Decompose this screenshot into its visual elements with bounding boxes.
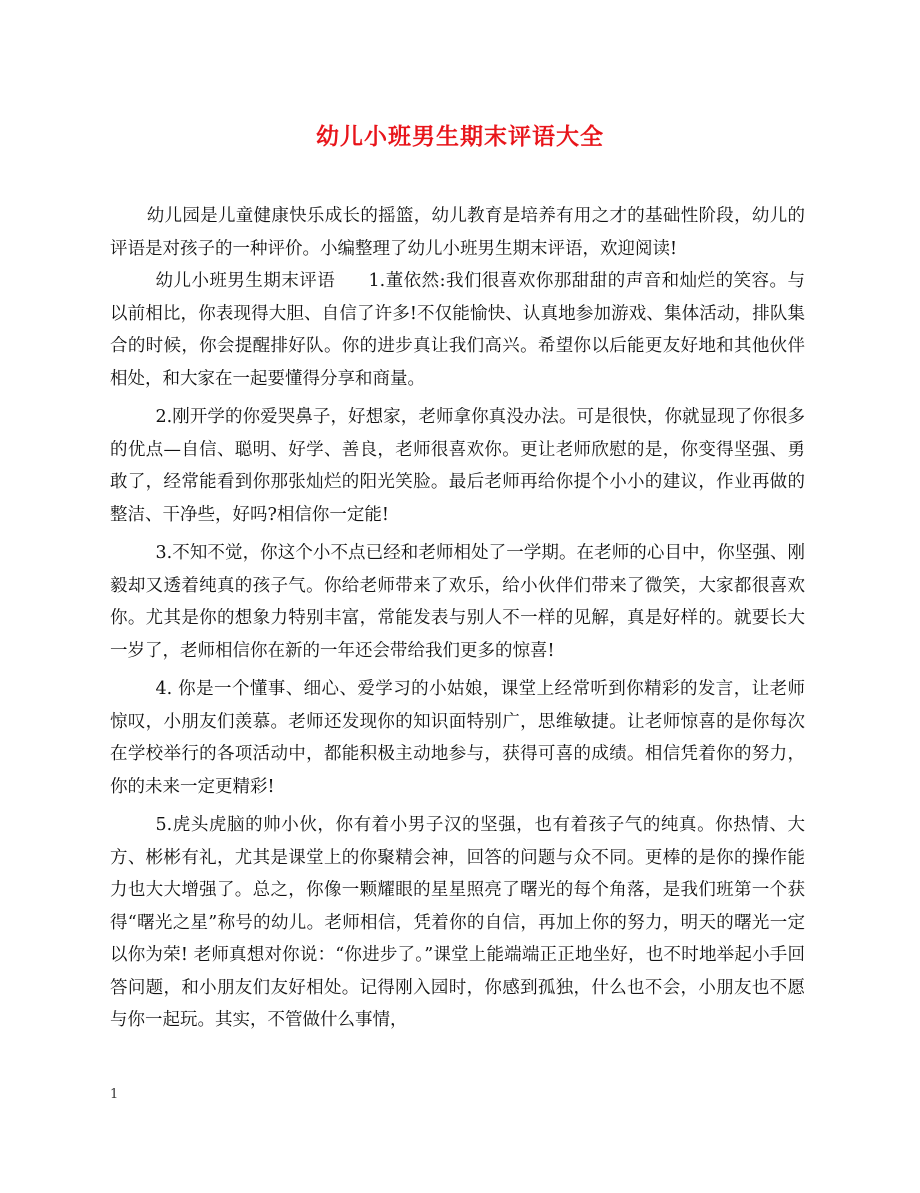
intro-paragraph: 幼儿园是儿童健康快乐成长的摇篮，幼儿教育是培养有用之才的基础性阶段，幼儿的评语是对孩子的一种评价。小编整理了幼儿小班男生期末评语，欢迎阅读! <box>110 206 805 259</box>
document-body <box>110 200 805 1037</box>
page-title: 幼儿小班男生期末评语大全 <box>316 123 604 150</box>
section-label: 幼儿小班男生期末评语 <box>155 271 336 291</box>
comment-2-paragraph: 2.刚开学的你爱哭鼻子，好想家，老师拿你真没办法。可是很快，你就显现了你很多的优点—自信、聪明、好学、善良，老师很喜欢你。更让老师欣慰的是，你变得坚强、勇敢了，经常能看到你那张灿烂的阳光笑脸。最后老师再给你提个小小的建议，作业再做的整洁、干净些，好吗?相信你一定能! <box>110 407 805 525</box>
comment-1-text: 1.董依然:我们很喜欢你那甜甜的声音和灿烂的笑容。与以前相比，你表现得大胆、自信了许多!不仅能愉快、认真地参加游戏、集体活动，排队集合的时候，你会提醒排好队。你的进步真让我们高兴。希望你以后能更友好地和其他伙伴相处，和大家在一起要懂得分享和商量。 <box>110 271 806 389</box>
comment-5-paragraph: 5.虎头虎脑的帅小伙，你有着小男子汉的坚强，也有着孩子气的纯真。你热情、大方、彬彬有礼，尤其是课堂上的你聚精会神，回答的问题与众不同。更棒的是你的操作能力也大大增强了。总之，你像一颗耀眼的星星照亮了曙光的每个角落，是我们班第一个获得“曙光之星”称号的幼儿。老师相信，凭着你的自信，再加上你的努力，明天的曙光一定以你为荣! 老师真想对你说：“你进步了。”课堂上能端端正正地坐好，也不时地举起小手回答问题，和小朋友们友好相处。记得刚入园时，你感到孤独，什么也不会，小朋友也不愿与你一起玩。其实，不管做什么事情， <box>110 815 805 1030</box>
comment-4-paragraph: 4. 你是一个懂事、细心、爱学习的小姑娘，课堂上经常听到你精彩的发言，让老师惊叹，小朋友们羡慕。老师还发现你的知识面特别广，思维敏捷。让老师惊喜的是你每次在学校举行的各项活动中，都能积极主动地参与，获得可喜的成绩。相信凭着你的努力，你的未来一定更精彩! <box>110 679 805 797</box>
page-number: 1 <box>110 1087 119 1102</box>
comment-3-paragraph: 3.不知不觉，你这个小不点已经和老师相处了一学期。在老师的心目中，你坚强、刚毅却又透着纯真的孩子气。你给老师带来了欢乐，给小伙伴们带来了微笑，大家都很喜欢你。尤其是你的想象力特别丰富，常能发表与别人不一样的见解，真是好样的。就要长大一岁了，老师相信你在新的一年还会带给我们更多的惊喜! <box>110 543 805 661</box>
first-comment-paragraph <box>110 265 805 395</box>
